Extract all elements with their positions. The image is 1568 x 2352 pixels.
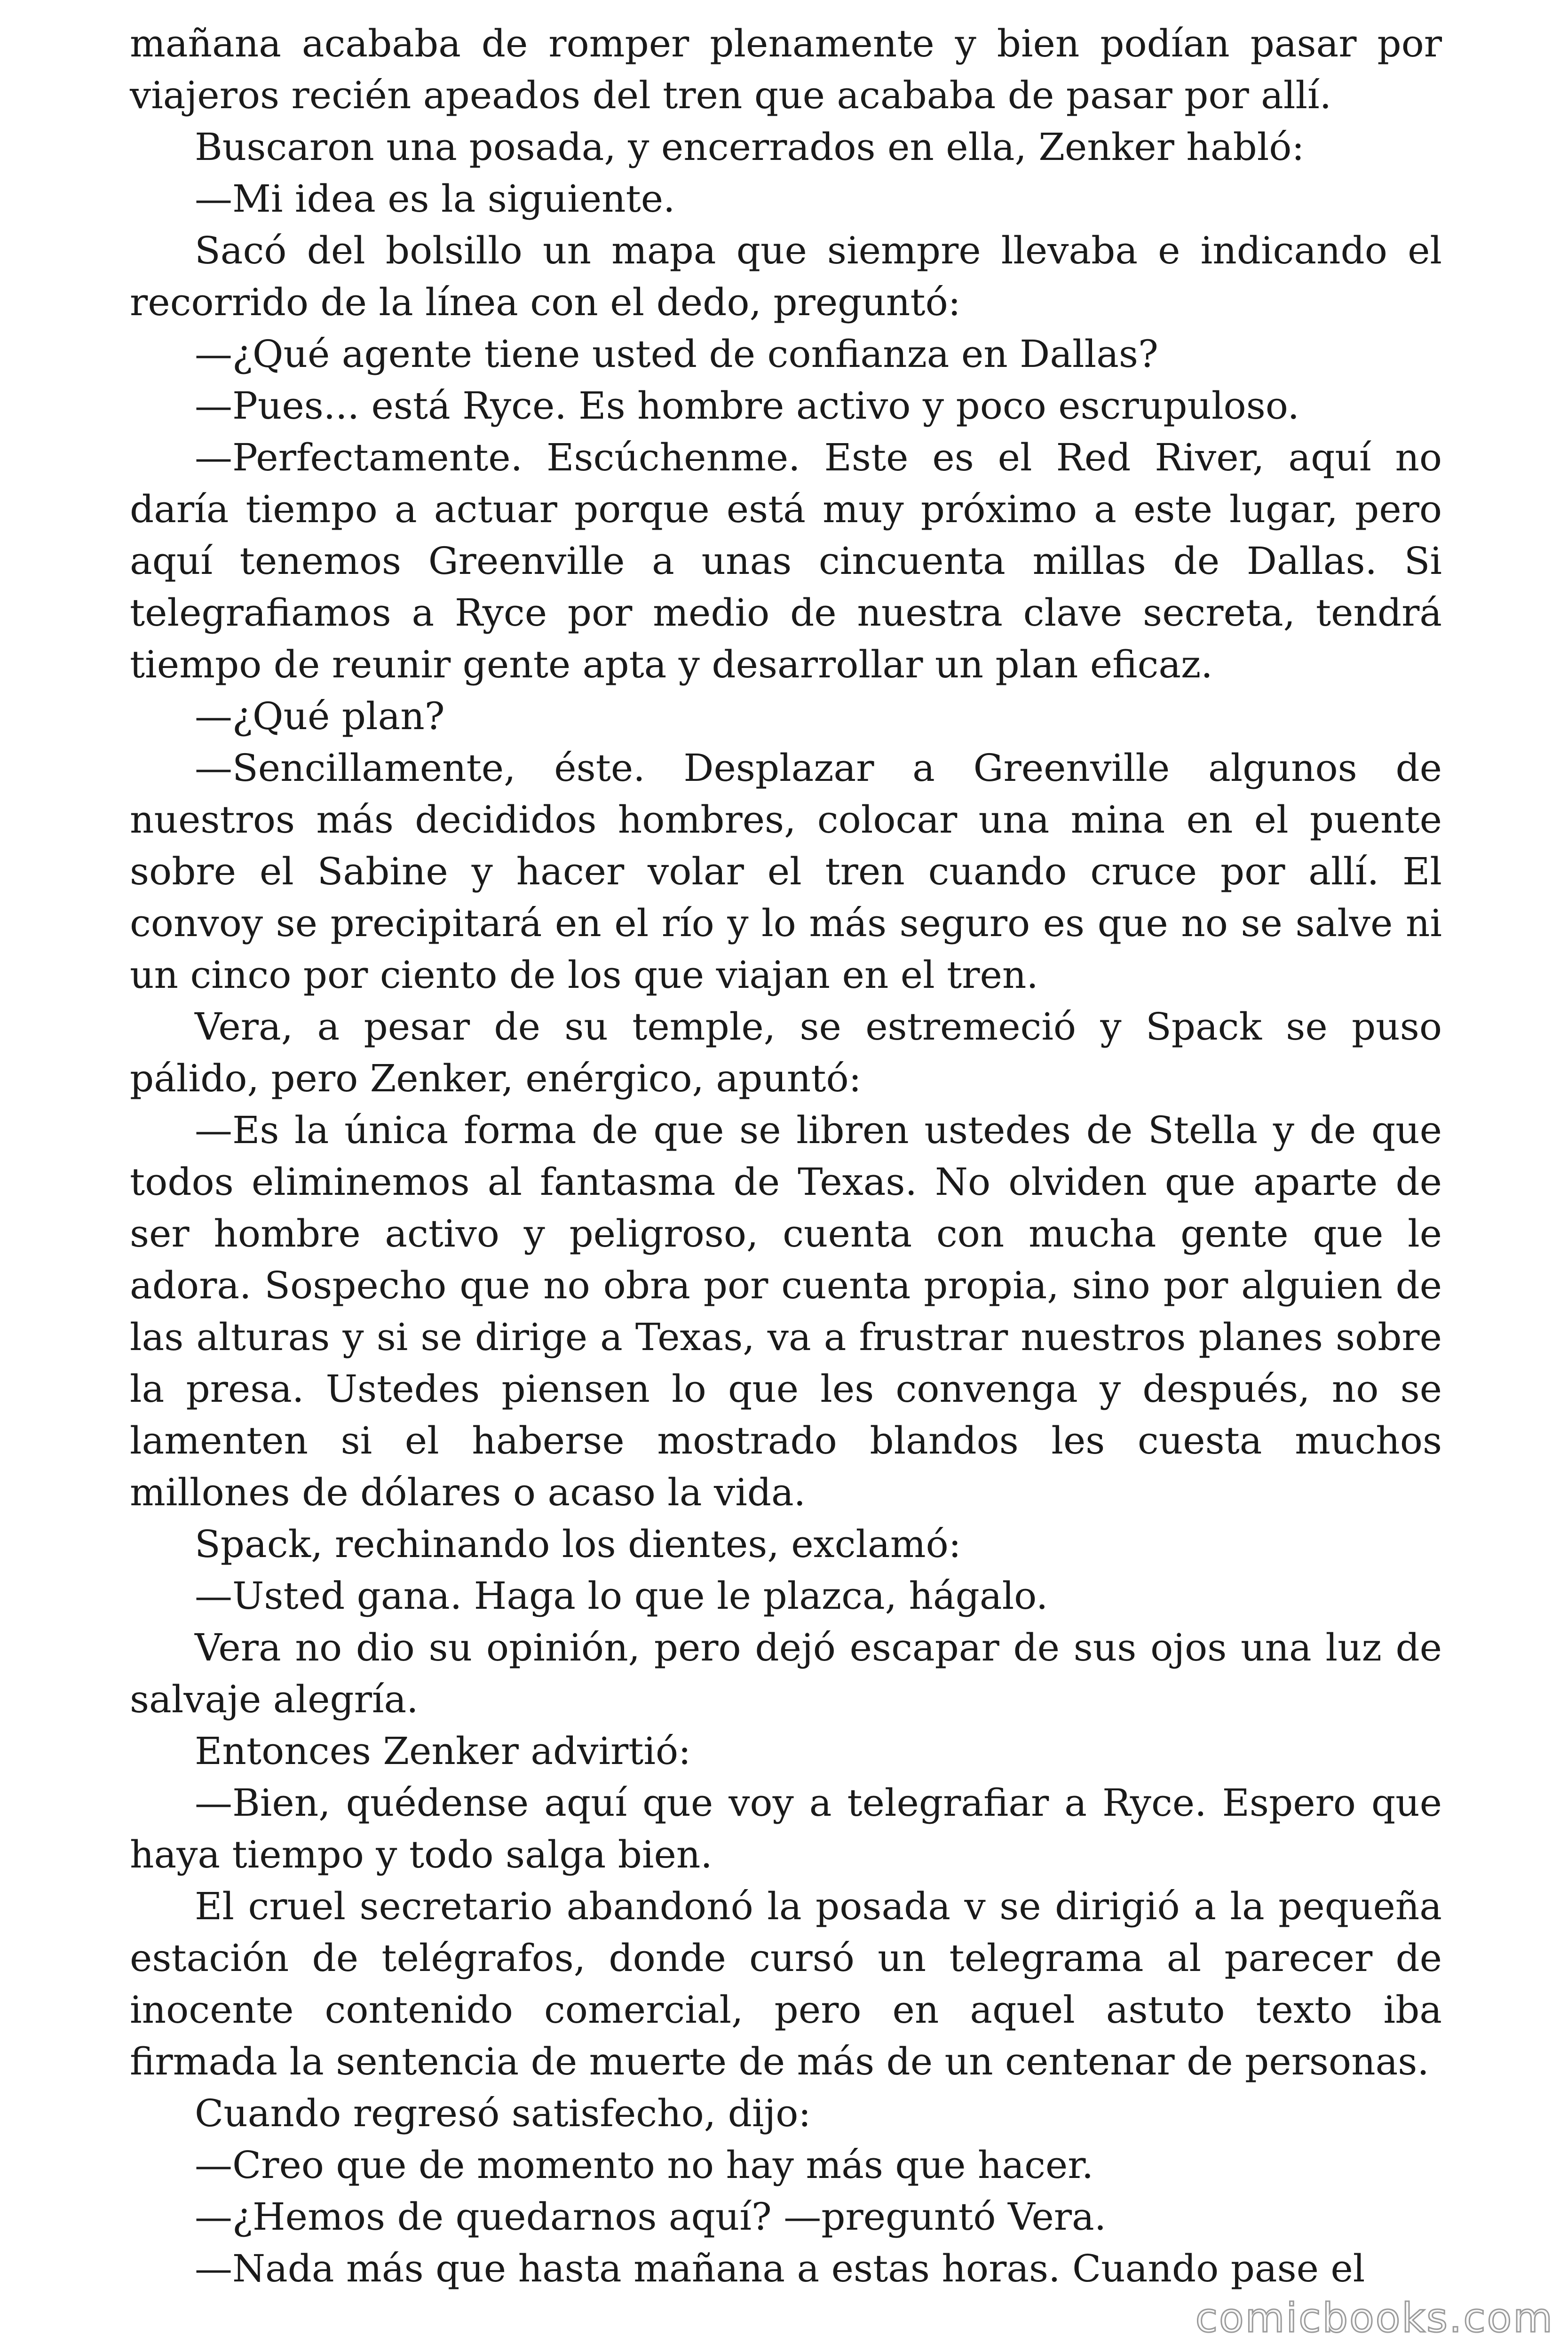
paragraph: Vera, a pesar de su temple, se estremeció y Spack se puso pálido, pero Zenker, enérgico, apuntó: xyxy=(130,1005,1442,1100)
paragraph: —Es la única forma de que se libren ustedes de Stella y de que todos eliminemos al fantasma de Texas. No olviden que aparte de ser hombre activo y peligroso, cuenta con mucha gente que le adora. Sospecho que no obra por cuenta propia, sino por alguien de las alturas y si se dirige a Texas, va a frustrar nuestros planes sobre la presa. Ustedes piensen lo que les convenga y después, no se lamenten si el haberse mostrado blandos les cuesta muchos millones de dólares o acaso la vida. xyxy=(130,1108,1442,1514)
paragraph: Spack, rechinando los dientes, exclamó: xyxy=(195,1522,961,1566)
paragraph: —¿Hemos de quedarnos aquí? —preguntó Vera. xyxy=(195,2195,1107,2239)
paragraph: Sacó del bolsillo un mapa que siempre llevaba e indicando el recorrido de la línea con el dedo, preguntó: xyxy=(130,229,1442,324)
page-body-text xyxy=(130,18,1442,2295)
paragraph: —¿Qué agente tiene usted de confianza en Dallas? xyxy=(195,332,1158,376)
paragraph: —Bien, quédense aquí que voy a telegrafiar a Ryce. Espero que haya tiempo y todo salga bien. xyxy=(130,1781,1442,1876)
paragraph: —Usted gana. Haga lo que le plazca, hágalo. xyxy=(195,1574,1048,1618)
paragraph: —Perfectamente. Escúchenme. Este es el Red River, aquí no daría tiempo a actuar porque está muy próximo a este lugar, pero aquí tenemos Greenville a unas cincuenta millas de Dallas. Si telegrafiamos a Ryce por medio de nuestra clave secreta, tendrá tiempo de reunir gente apta y desarrollar un plan eficaz. xyxy=(130,436,1442,686)
paragraph: Entonces Zenker advirtió: xyxy=(195,1729,691,1773)
paragraph: —Mi idea es la siguiente. xyxy=(195,177,675,221)
paragraph: Buscaron una posada, y encerrados en ella, Zenker habló: xyxy=(195,125,1305,169)
paragraph: —Nada más que hasta mañana a estas horas. Cuando pase el xyxy=(195,2247,1365,2290)
paragraph: El cruel secretario abandonó la posada v se dirigió a la pequeña estación de telégrafos, donde cursó un telegrama al parecer de inocente contenido comercial, pero en aquel astuto texto iba firmada la sentencia de muerte de más de un centenar de personas. xyxy=(130,1884,1442,2083)
paragraph: —Pues... está Ryce. Es hombre activo y poco escrupuloso. xyxy=(195,384,1299,428)
watermark-logo: comicbooks.com xyxy=(1195,2295,1554,2342)
paragraph: —Sencillamente, éste. Desplazar a Greenville algunos de nuestros más decididos hombres, colocar una mina en el puente sobre el Sabine y hacer volar el tren cuando cruce por allí. El convoy se precipitará en el río y lo más seguro es que no se salve ni un cinco por ciento de los que viajan en el tren. xyxy=(130,746,1442,997)
paragraph: Cuando regresó satisfecho, dijo: xyxy=(195,2091,811,2135)
paragraph: —Creo que de momento no hay más que hacer. xyxy=(195,2143,1094,2187)
paragraph: —¿Qué plan? xyxy=(195,694,445,738)
paragraph: mañana acababa de romper plenamente y bien podían pasar por viajeros recién apeados del tren que acababa de pasar por allí. xyxy=(130,22,1442,117)
paragraph: Vera no dio su opinión, pero dejó escapar de sus ojos una luz de salvaje alegría. xyxy=(130,1626,1442,1721)
